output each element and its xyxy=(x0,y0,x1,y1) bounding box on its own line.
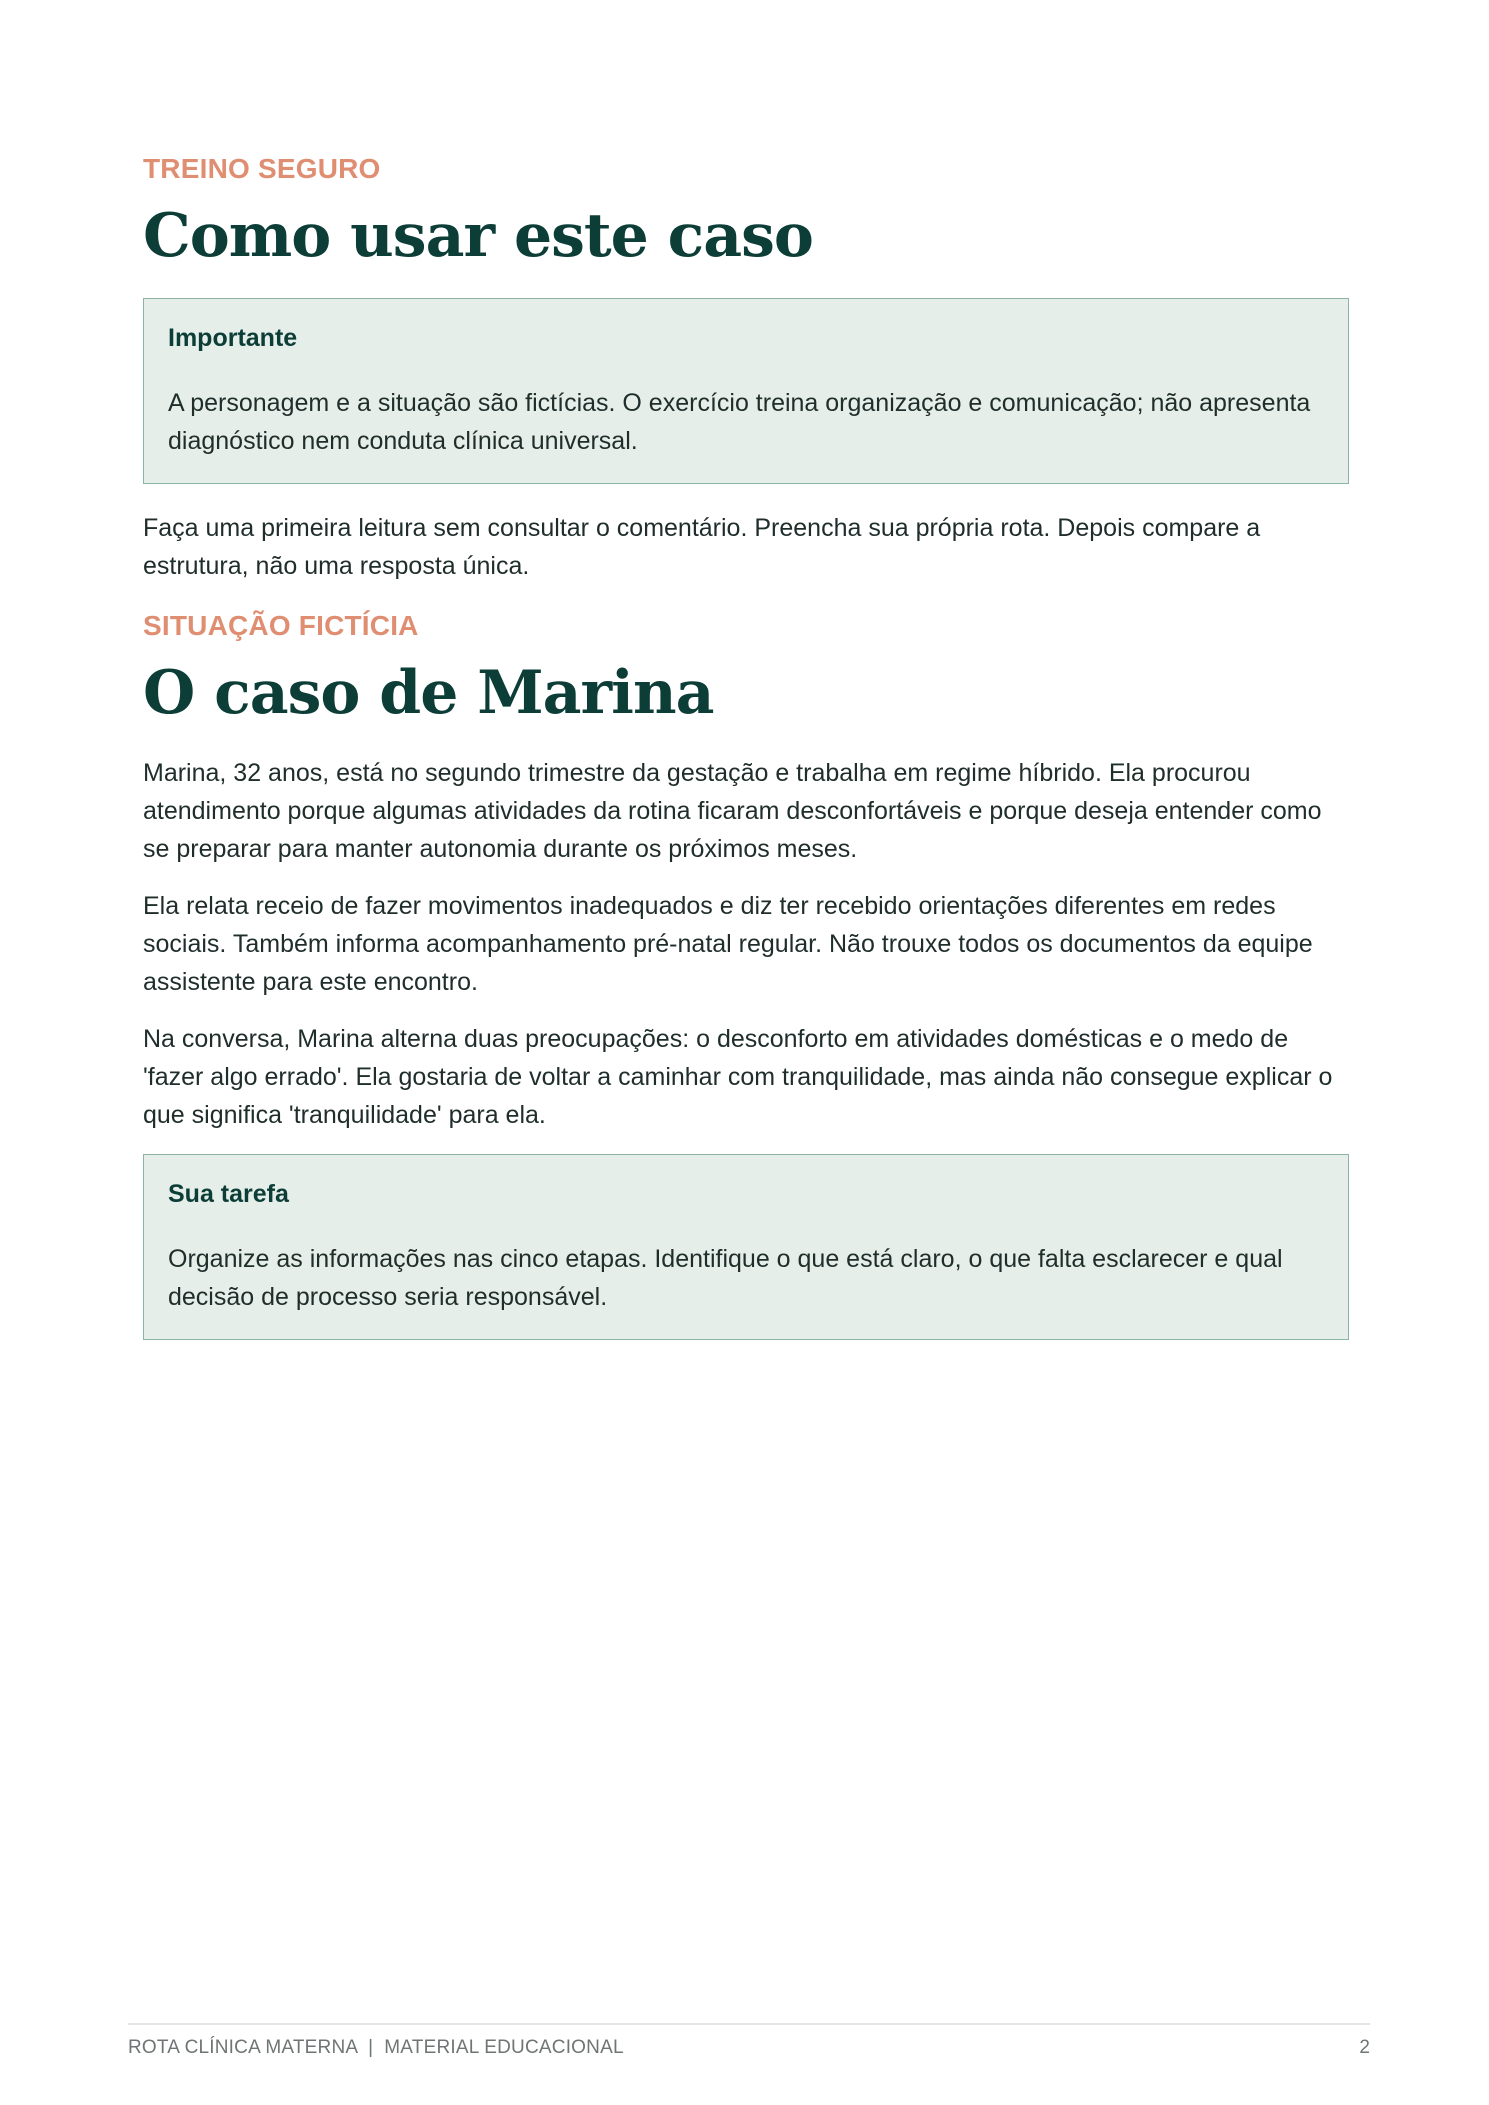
section-eyebrow-treino: TREINO SEGURO xyxy=(143,153,381,184)
page-title-como-usar: Como usar este caso xyxy=(143,201,813,271)
case-paragraph-2: Ela relata receio de fazer movimentos inadequados e diz ter recebido orientações diferentes em redes sociais. Também informa acompanhamento pré-natal regular. Não trouxe todos os documentos da equipe assistente para este encontro. xyxy=(143,892,1313,996)
section-eyebrow-situacao: SITUAÇÃO FICTÍCIA xyxy=(143,610,419,641)
footer-title: ROTA CLÍNICA MATERNA | MATERIAL EDUCACIONAL xyxy=(128,2037,624,2058)
page-number: 2 xyxy=(1359,2037,1370,2058)
task-box xyxy=(143,1154,1349,1340)
case-paragraph-3: Na conversa, Marina alterna duas preocupações: o desconforto em atividades domésticas e o medo de 'fazer algo errado'. Ela gostaria de voltar a caminhar com tranquilidade, mas ainda não consegue explicar o que significa 'tranquilidade' para ela. xyxy=(143,1025,1333,1129)
intro-paragraph: Faça uma primeira leitura sem consultar o comentário. Preencha sua própria rota. Depois compare a estrutura, não uma resposta única. xyxy=(143,514,1261,580)
important-note-title: Importante xyxy=(168,324,298,352)
task-box-title: Sua tarefa xyxy=(168,1180,289,1208)
footer-divider xyxy=(128,2023,1370,2025)
case-paragraph-1: Marina, 32 anos, está no segundo trimestre da gestação e trabalha em regime híbrido. Ela procurou atendimento porque algumas atividades da rotina ficaram desconfortáveis e porque deseja entender como se preparar para manter autonomia durante os próximos meses. xyxy=(143,759,1322,863)
important-note-box xyxy=(143,298,1349,484)
section-title-caso-marina: O caso de Marina xyxy=(143,658,714,728)
task-box-text: Organize as informações nas cinco etapas. Identifique o que está claro, o que falta esclarecer e qual decisão de processo seria responsável. xyxy=(168,1245,1283,1311)
important-note-text: A personagem e a situação são fictícias. O exercício treina organização e comunicação; não apresenta diagnóstico nem conduta clínica universal. xyxy=(168,389,1311,455)
